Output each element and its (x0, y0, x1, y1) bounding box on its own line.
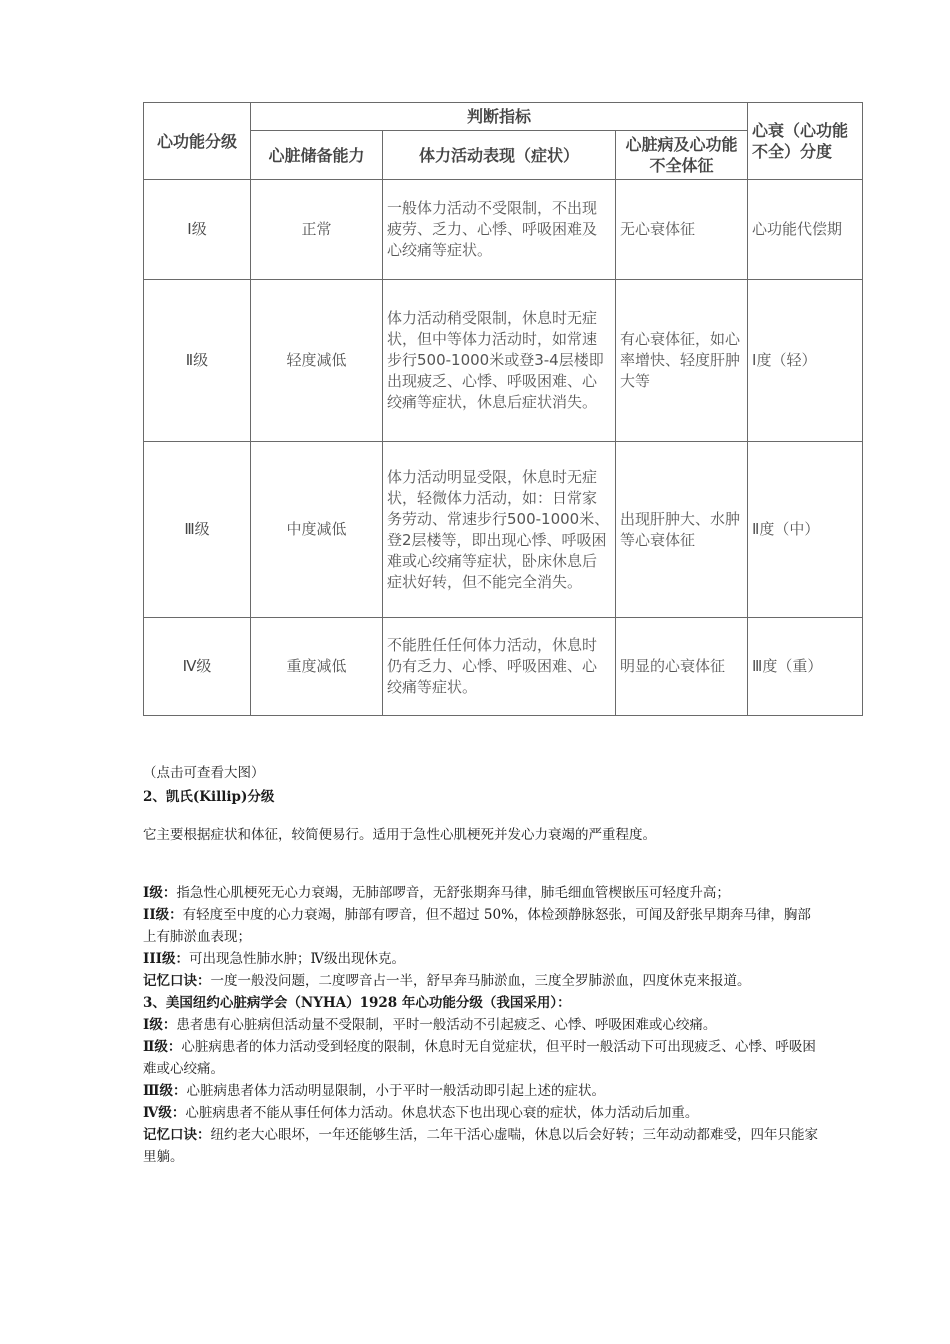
grade-label: I级： (143, 885, 177, 901)
row-activity: 体力活动明显受限，休息时无症状，轻微体力活动，如：日常家务劳动、常速步行500-1000米、登2层楼等，即出现心悸、呼吸困难或心绞痛等症状，卧床休息后症状好转，但不能完全消失。 (383, 442, 616, 618)
table-row (144, 280, 863, 442)
nyha-grade-4 (143, 1102, 823, 1124)
killip-grade-3 (143, 948, 823, 970)
section3-heading: 3、美国纽约心脏病学会（NYHA）1928 年心功能分级（我国采用）： (143, 995, 571, 1011)
row-grade: Ⅲ级 (144, 442, 251, 618)
grade-text: 有轻度至中度的心力衰竭，肺部有啰音，但不超过 50%，体检颈静脉怒张，可闻及舒张早期奔马律，胸部上有肺淤血表现； (143, 907, 811, 945)
table-row (144, 442, 863, 618)
row-grade: Ⅳ级 (144, 618, 251, 716)
row-activity: 不能胜任任何体力活动，休息时仍有乏力、心悸、呼吸困难、心绞痛等症状。 (383, 618, 616, 716)
grade-label: II级： (143, 907, 183, 923)
row-reserve: 中度减低 (251, 442, 383, 618)
row-failure: 心功能代偿期 (748, 180, 863, 280)
table-row (144, 180, 863, 280)
row-signs: 出现肝肿大、水肿等心衰体征 (616, 442, 748, 618)
grade-text: 可出现急性肺水肿；Ⅳ级出现休克。 (188, 951, 405, 967)
grade-text: 指急性心肌梗死无心力衰竭，无肺部啰音，无舒张期奔马律，肺毛细血管楔嵌压可轻度升高； (176, 885, 730, 901)
row-failure: Ⅲ度（重） (748, 618, 863, 716)
grade-text: 心脏病患者体力活动明显限制，小于平时一般活动即引起上述的症状。 (186, 1083, 605, 1099)
grade-label: Ⅱ级： (143, 1039, 182, 1055)
grading-table (143, 102, 863, 716)
header-signs: 心脏病及心功能不全体征 (616, 131, 748, 180)
killip-grade-2 (143, 904, 823, 948)
killip-grade-1 (143, 882, 823, 904)
grade-label: Ⅰ级： (143, 1017, 177, 1033)
row-activity: 体力活动稍受限制，休息时无症状，但中等体力活动时，如常速步行500-1000米或登3-4层楼即出现疲乏、心悸、呼吸困难、心绞痛等症状，休息后症状消失。 (383, 280, 616, 442)
row-grade: Ⅱ级 (144, 280, 251, 442)
row-reserve: 正常 (251, 180, 383, 280)
mnemonic-label: 记忆口诀： (143, 1127, 211, 1143)
section2-heading: 2、凯氏(Killip)分级 (143, 789, 275, 805)
heart-function-grading-table-image[interactable] (143, 102, 862, 716)
row-grade: Ⅰ级 (144, 180, 251, 280)
header-activity: 体力活动表现（症状） (383, 131, 616, 180)
grade-text: 心脏病患者的体力活动受到轻度的限制，休息时无自觉症状，但平时一般活动下可出现疲乏、心悸、呼吸困难或心绞痛。 (143, 1039, 816, 1077)
grade-label: Ⅳ级： (143, 1105, 186, 1121)
mnemonic-label: 记忆口诀： (143, 973, 211, 989)
grade-label: III级： (143, 951, 189, 967)
header-reserve: 心脏储备能力 (251, 131, 383, 180)
row-signs: 明显的心衰体征 (616, 618, 748, 716)
row-signs: 无心衰体征 (616, 180, 748, 280)
image-caption-link[interactable]: （点击可查看大图） (143, 765, 265, 781)
row-failure: Ⅱ度（中） (748, 442, 863, 618)
header-failure-degree: 心衰（心功能不全）分度 (748, 103, 863, 180)
nyha-grade-2 (143, 1036, 823, 1080)
row-reserve: 轻度减低 (251, 280, 383, 442)
nyha-grade-3 (143, 1080, 823, 1102)
nyha-grade-1 (143, 1014, 823, 1036)
grade-text: 患者患有心脏病但活动量不受限制，平时一般活动不引起疲乏、心悸、呼吸困难或心绞痛。 (176, 1017, 717, 1033)
grade-label: Ⅲ级： (143, 1083, 187, 1099)
table-row (144, 618, 863, 716)
section2-intro: 它主要根据症状和体征，较简便易行。适用于急性心肌梗死并发心力衰竭的严重程度。 (143, 827, 656, 843)
header-criteria: 判断指标 (251, 103, 748, 131)
mnemonic-text: 一度一般没问题，二度啰音占一半，舒早奔马肺淤血，三度全罗肺淤血，四度休克来报道。 (210, 973, 751, 989)
mnemonic-text: 纽约老大心眼坏，一年还能够生活，二年干活心虚喘，休息以后会好转；三年动动都难受，四年只能家里躺。 (143, 1127, 818, 1165)
grade-text: 心脏病患者不能从事任何体力活动。休息状态下也出现心衰的症状，体力活动后加重。 (185, 1105, 699, 1121)
section2-grades (143, 882, 823, 1168)
row-failure: Ⅰ度（轻） (748, 280, 863, 442)
killip-mnemonic (143, 970, 823, 992)
nyha-mnemonic (143, 1124, 823, 1168)
row-signs: 有心衰体征，如心率增快、轻度肝肿大等 (616, 280, 748, 442)
header-grade: 心功能分级 (144, 103, 251, 180)
row-reserve: 重度减低 (251, 618, 383, 716)
row-activity: 一般体力活动不受限制，不出现疲劳、乏力、心悸、呼吸困难及心绞痛等症状。 (383, 180, 616, 280)
